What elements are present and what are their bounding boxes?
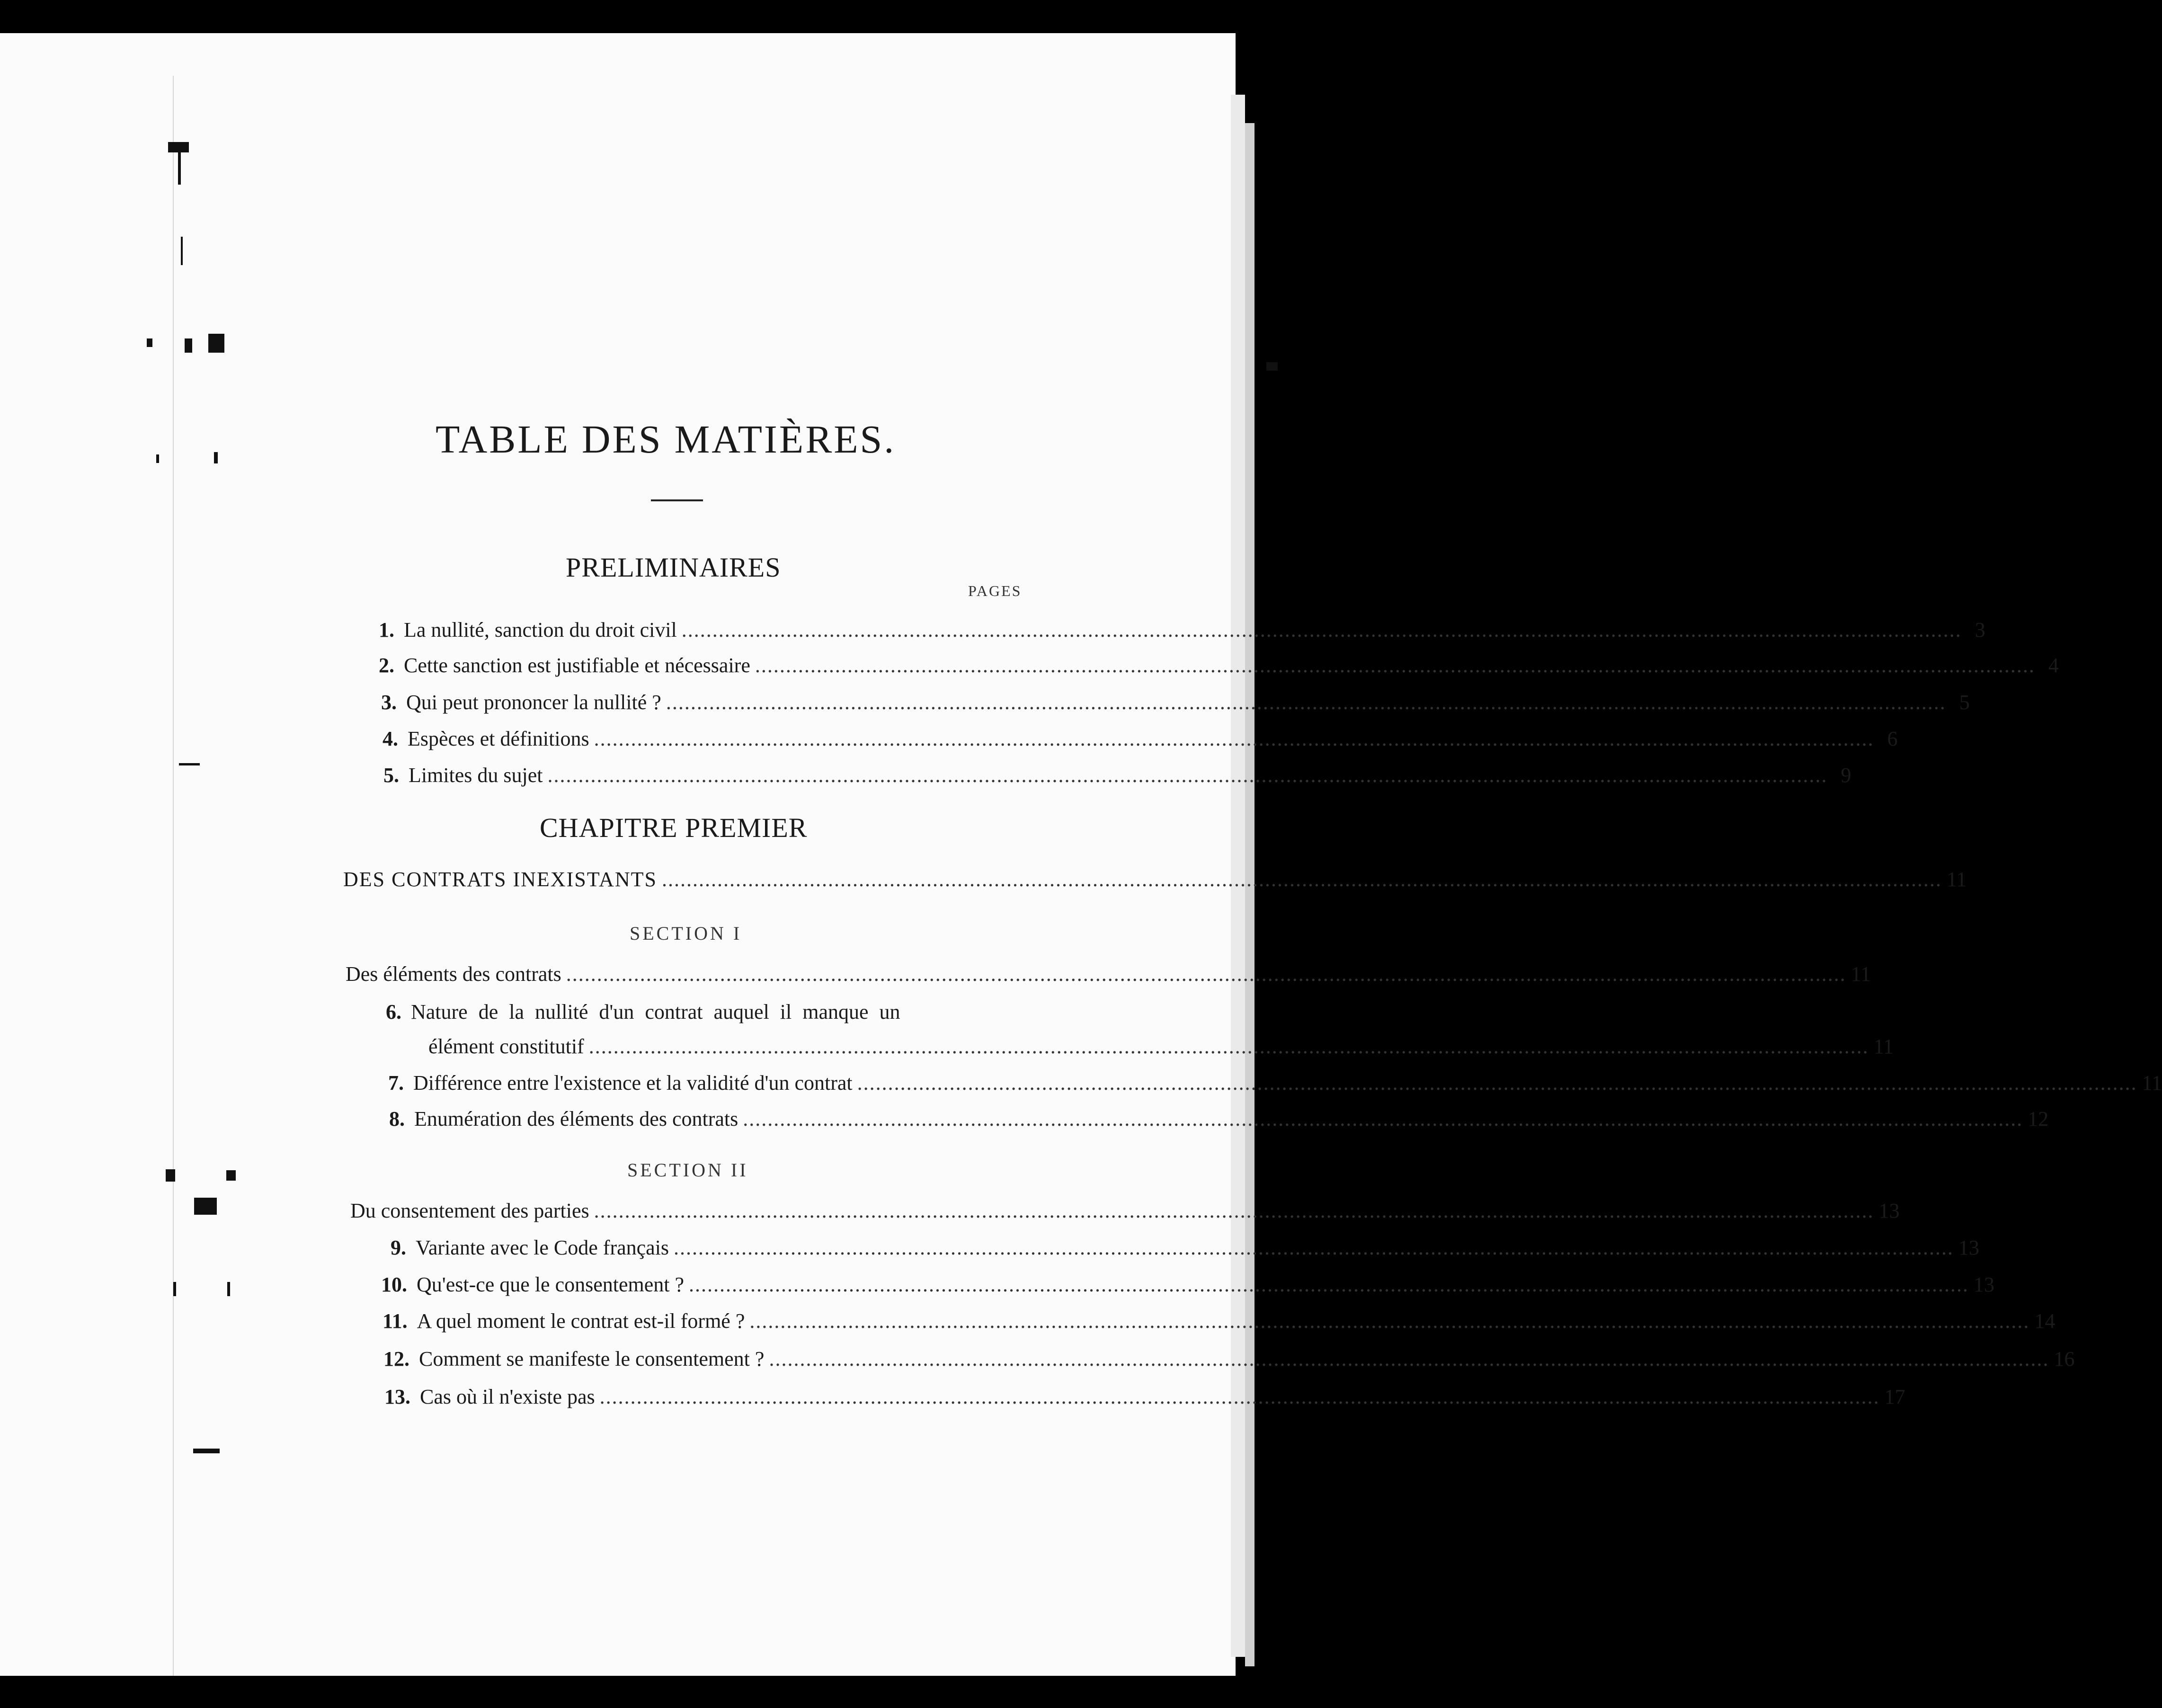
- document-page: [0, 33, 1236, 1676]
- binding-mark: [181, 237, 183, 265]
- entry-page: 5: [1959, 691, 1970, 714]
- entry-title: Limites du sujet: [409, 764, 543, 787]
- leader-dots: ................................................................................................................................................................................................................: [547, 764, 1828, 787]
- entry-page: 11: [1873, 1035, 1894, 1058]
- entry-title: Enumération des éléments des contrats: [414, 1107, 738, 1130]
- leader-dots: ................................................................................................................................................................................................................: [594, 727, 1874, 750]
- binding-mark: [193, 1449, 220, 1453]
- toc-entry: [388, 1071, 2162, 1095]
- entry-number: 2.: [379, 654, 394, 677]
- leader-dots: ................................................................................................................................................................................................................: [689, 1273, 1969, 1296]
- entry-page: 11: [1851, 962, 1871, 986]
- binding-mark: [179, 763, 200, 765]
- entry-number: 11.: [383, 1309, 408, 1333]
- entry-title: Espèces et définitions: [408, 727, 589, 750]
- entry-page: 12: [2028, 1107, 2049, 1130]
- entry-number: 10.: [381, 1273, 407, 1296]
- entry-page: 4: [2048, 654, 2059, 677]
- entry-title-continuation: élément constitutif: [428, 1035, 584, 1058]
- binding-mark: [147, 338, 152, 347]
- entry-number: 12.: [383, 1347, 409, 1370]
- toc-entry: [384, 1385, 1905, 1409]
- entry-number: 7.: [388, 1071, 404, 1094]
- entry-title: Qu'est-ce que le consentement ?: [417, 1273, 685, 1296]
- entry-number: 8.: [389, 1107, 405, 1130]
- entry-page: 6: [1887, 727, 1898, 750]
- entry-page: 13: [1974, 1273, 1995, 1296]
- toc-entry: [389, 1107, 2049, 1131]
- leader-dots: ................................................................................................................................................................................................................: [666, 691, 1946, 714]
- toc-entry: [379, 618, 1985, 642]
- leader-dots: ................................................................................................................................................................................................................: [681, 618, 1962, 641]
- leader-dots: ................................................................................................................................................................................................................: [661, 868, 1942, 891]
- binding-mark: [227, 1282, 230, 1296]
- leader-dots: ................................................................................................................................................................................................................: [594, 1199, 1874, 1222]
- page-title: TABLE DES MATIÈRES.: [436, 418, 896, 462]
- toc-entry: [391, 1236, 1980, 1260]
- leader-dots: ................................................................................................................................................................................................................: [857, 1071, 2137, 1094]
- entry-page: 16: [2054, 1347, 2075, 1370]
- entry-page: 13: [1958, 1236, 1980, 1259]
- leader-dots: ................................................................................................................................................................................................................: [599, 1385, 1880, 1408]
- page-gutter: [173, 76, 183, 1676]
- entry-title: La nullité, sanction du droit civil: [404, 618, 677, 641]
- binding-mark: [226, 1170, 236, 1181]
- entry-page: 3: [1975, 618, 1985, 641]
- entry-title: Qui peut prononcer la nullité ?: [406, 691, 661, 714]
- binding-mark: [208, 334, 224, 353]
- entry-page: 17: [1884, 1385, 1905, 1408]
- binding-mark: [194, 1198, 217, 1215]
- entry-page: 14: [2034, 1309, 2055, 1333]
- entry-title: A quel moment le contrat est-il formé ?: [417, 1309, 745, 1333]
- binding-mark: [185, 338, 192, 353]
- entry-number: 6.: [386, 1000, 401, 1023]
- toc-entry: [346, 962, 1871, 986]
- binding-mark: [166, 1169, 175, 1182]
- heading-chapitre: CHAPITRE PREMIER: [540, 812, 808, 843]
- toc-entry: [383, 763, 1851, 787]
- pages-column-label: PAGES: [968, 582, 1022, 599]
- entry-number: 3.: [381, 691, 397, 714]
- entry-page: 9: [1841, 764, 1851, 787]
- entry-title: Comment se manifeste le consentement ?: [419, 1347, 765, 1370]
- heading-section-2: SECTION II: [627, 1159, 748, 1181]
- toc-entry-continuation: [428, 1034, 1894, 1059]
- entry-title: Du consentement des parties: [350, 1199, 589, 1222]
- toc-entry: [386, 1000, 1030, 1024]
- leader-dots: ................................................................................................................................................................................................................: [674, 1236, 1954, 1259]
- toc-entry: [350, 1199, 1900, 1223]
- entry-page: 13: [1878, 1199, 1900, 1222]
- entry-page: 11: [1946, 868, 1967, 891]
- leader-dots: ................................................................................................................................................................................................................: [755, 654, 2035, 677]
- leader-dots: ................................................................................................................................................................................................................: [769, 1347, 2049, 1370]
- entry-page: 11: [2142, 1071, 2162, 1094]
- toc-entry: [383, 1309, 2055, 1333]
- entry-title: Cas où il n'existe pas: [420, 1385, 595, 1408]
- toc-entry: [383, 1347, 2075, 1371]
- entry-number: 9.: [391, 1236, 406, 1259]
- entry-title: Cette sanction est justifiable et nécessaire: [404, 654, 750, 677]
- binding-mark: [1266, 362, 1278, 371]
- title-rule: [651, 499, 703, 501]
- heading-preliminaires: PRELIMINAIRES: [566, 552, 781, 583]
- entry-title: Nature de la nullité d'un contrat auquel il manque un: [411, 1000, 900, 1023]
- leader-dots: ................................................................................................................................................................................................................: [749, 1309, 2030, 1333]
- toc-entry-chapter: [343, 867, 1967, 891]
- entry-title: DES CONTRATS INEXISTANTS: [343, 868, 657, 891]
- binding-mark: [214, 452, 218, 463]
- toc-entry: [381, 1272, 1995, 1297]
- entry-number: 13.: [384, 1385, 410, 1408]
- toc-entry: [379, 653, 2059, 677]
- entry-title: Des éléments des contrats: [346, 962, 561, 986]
- entry-title: Différence entre l'existence et la validité d'un contrat: [413, 1071, 853, 1094]
- leader-dots: ................................................................................................................................................................................................................: [743, 1107, 2023, 1130]
- leader-dots: ................................................................................................................................................................................................................: [588, 1035, 1869, 1058]
- binding-mark: [168, 142, 189, 152]
- binding-mark: [173, 1282, 176, 1296]
- entry-number: 1.: [379, 618, 394, 641]
- entry-number: 5.: [383, 764, 399, 787]
- heading-section-1: SECTION I: [630, 923, 742, 944]
- entry-number: 4.: [383, 727, 398, 750]
- toc-entry: [381, 690, 1970, 714]
- page-edge-shadow: [1245, 123, 1254, 1666]
- binding-mark: [156, 454, 159, 463]
- binding-mark: [178, 151, 181, 185]
- entry-title: Variante avec le Code français: [416, 1236, 669, 1259]
- toc-entry: [383, 727, 1898, 751]
- leader-dots: ................................................................................................................................................................................................................: [566, 962, 1846, 986]
